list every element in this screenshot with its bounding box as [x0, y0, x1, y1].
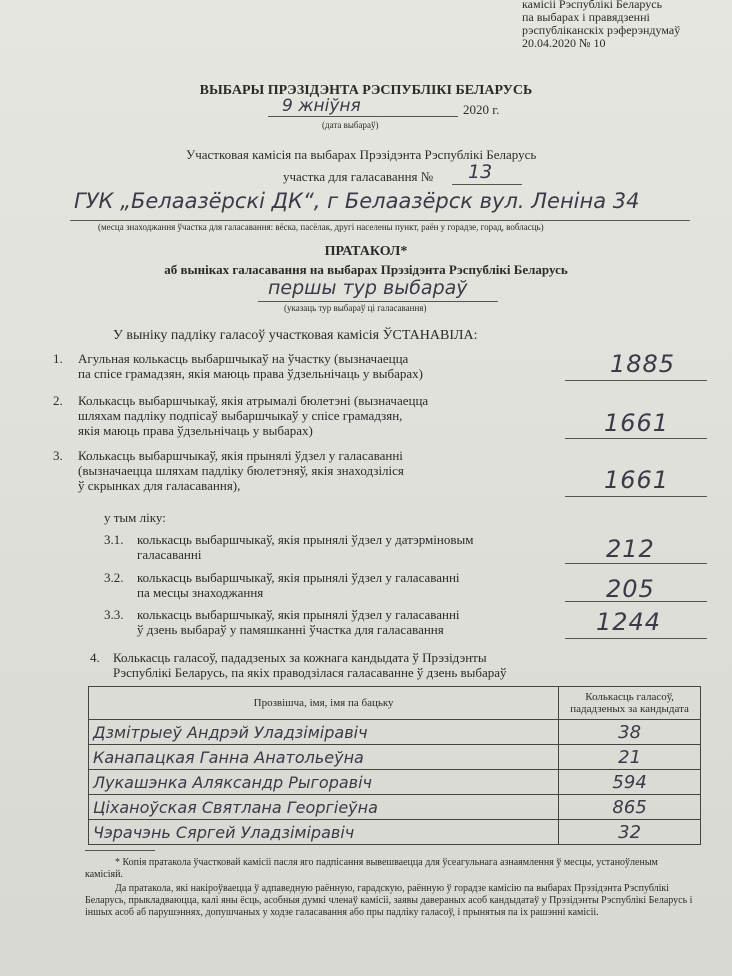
protocol-subtitle: аб выніках галасавання на выбарах Прэзідэнта Рэспублікі Беларусь: [164, 262, 568, 277]
item-line: колькасць выбаршчыкаў, якія прынялі ўдзел у галасаванні: [137, 570, 460, 585]
item-line: Рэспублікі Беларусь, па якіх праводзілася галасаванне ў дзень выбараў: [113, 665, 507, 680]
location-handwritten: ГУК „Белаазёрскі ДК“, г Белаазёрск вул. Леніна 34: [74, 189, 640, 213]
subitem-3-1-value: 212: [606, 535, 655, 563]
candidate-votes: 32: [559, 820, 701, 845]
item-line: галасаванні: [137, 547, 202, 562]
location-caption: (месца знаходжання ўчастка для галасавання: вёска, пасёлак, другі населены пункт, раён у горадзе, горад, вобласць): [98, 222, 544, 232]
candidate-votes: 865: [559, 795, 701, 820]
table-row: [89, 745, 701, 770]
candidate-votes: 38: [559, 720, 701, 745]
candidate-votes: 594: [559, 770, 701, 795]
item-line: Колькасць выбаршчыкаў, якія атрымалі бюлетэні (вызначаецца: [78, 393, 429, 408]
candidate-votes: 21: [559, 745, 701, 770]
candidate-name: Чэрачэнь Сяргей Уладзіміравіч: [89, 820, 559, 845]
table-row: [89, 770, 701, 795]
footnote-1: * Копія пратакола ўчастковай камісіі пасля яго падпісання вывешваецца для ўсеагульнага азнаямлення ў месцы, устаноўленым камісіяй.: [85, 857, 658, 880]
district-number: 13: [468, 161, 493, 183]
candidate-name: Дзмітрыеў Андрэй Уладзіміравіч: [89, 720, 559, 745]
item-line: Колькасць галасоў, пададзеных за кожнага кандыдата ў Прэзідэнты: [113, 650, 487, 665]
table-row: [89, 795, 701, 820]
item-line: шляхам падліку подпісаў выбаршчыкаў у спісе грамадзян,: [78, 408, 403, 423]
item-line: па месцы знаходжання: [137, 585, 264, 600]
commission-line: Участковая камісія па выбарах Прэзідэнта Рэспублікі Беларусь: [186, 147, 537, 162]
item-1-text: [78, 351, 423, 381]
corner-line: камісіі Рэспублікі Беларусь: [522, 0, 663, 11]
item-4-number: 4.: [90, 650, 100, 665]
item-line: колькасць выбаршчыкаў, якія прынялі ўдзел у датэрміновым: [137, 532, 474, 547]
candidate-name: Канапацкая Ганна Анатольеўна: [89, 745, 559, 770]
item-line: па спісе грамадзян, якія маюць права ўдзельнічаць у выбарах): [78, 366, 423, 381]
item-1-value: 1885: [610, 350, 676, 378]
item-line: ў скрынках для галасавання),: [78, 478, 241, 493]
established-line: У выніку падліку галасоў участковая камісія ЎСТАНАВІЛА:: [113, 328, 478, 343]
item-line: Колькасць выбаршчыкаў, якія прынялі ўдзел у галасаванні: [78, 448, 403, 463]
subitem-3-1-number: 3.1.: [104, 532, 124, 547]
item-number: 3.: [53, 448, 63, 463]
table-header-row: [89, 687, 701, 720]
table-row: [89, 820, 701, 845]
item-line: (вызначаецца шляхам падліку бюлетэняў, якія знаходзіліся: [78, 463, 404, 478]
item-line: колькасць выбаршчыкаў, якія прынялі ўдзел у галасаванні: [137, 607, 460, 622]
corner-line: 20.04.2020 № 10: [522, 36, 606, 50]
item-4-text: [113, 650, 507, 680]
subitem-3-2-value: 205: [606, 575, 655, 603]
subitem-3-2-number: 3.2.: [104, 570, 124, 585]
item-2-text: [78, 393, 428, 438]
corner-note: [522, 0, 732, 50]
protocol-title: ПРАТАКОЛ*: [324, 244, 408, 259]
item-line: якія маюць права ўдзельнічаць у выбарах): [78, 423, 313, 438]
item-3-value: 1661: [604, 466, 670, 494]
election-title: ВЫБАРЫ ПРЭЗІДЭНТА РЭСПУБЛІКІ БЕЛАРУСЬ: [199, 83, 533, 98]
item-3-text: [78, 448, 404, 493]
in-total-label: у тым ліку:: [104, 510, 166, 525]
corner-line: па выбарах і правядзенні: [522, 10, 650, 24]
corner-line: рэспубліканскіх рэферэндумаў: [522, 23, 681, 37]
subitem-3-2-text: [137, 570, 460, 600]
election-date: 9 жніўня: [282, 96, 361, 116]
subitem-3-1-text: [137, 532, 473, 562]
candidate-name: Ціханоўская Святлана Георгіеўна: [89, 795, 559, 820]
candidate-name: Лукашэнка Аляксандр Рыгоравіч: [89, 770, 559, 795]
item-line: ў дзень выбараў у памяшканні ўчастка для галасавання: [137, 622, 444, 637]
district-label: участка для галасавання №: [283, 169, 434, 184]
item-number: 2.: [53, 393, 63, 408]
table-row: [89, 720, 701, 745]
round-caption: (указаць тур выбараў ці галасавання): [284, 303, 427, 313]
item-1: [53, 351, 63, 366]
item-2: [53, 393, 63, 408]
date-caption: (дата выбараў): [322, 120, 379, 130]
election-year: 2020 г.: [463, 102, 500, 117]
item-3: [53, 448, 63, 463]
item-number: 1.: [53, 351, 63, 366]
round-handwritten: першы тур выбараў: [268, 277, 468, 299]
item-2-value: 1661: [604, 409, 670, 437]
subitem-3-3-number: 3.3.: [104, 607, 124, 622]
subitem-3-3-value: 1244: [596, 608, 662, 636]
item-line: Агульная колькасць выбаршчыкаў на ўчастку (вызначаецца: [78, 351, 409, 366]
column-header-votes: Колькасць галасоў, пададзеных за кандыдата: [559, 687, 701, 720]
footnote-2: Да пратакола, які накіроўваецца ў адпаведную раённую, гарадскую, раённую ў горадзе камісію па выбарах Прэзідэнта Рэспублікі Беларусь, прыкладваюцца, калі яны ёсць, асобныя думкі членаў камісіі, заявы давераных асоб кандыдатаў у Прэзідэнты Рэспублікі Беларусь і іншых асоб аб парушэннях, допушчаных у ходзе галасавання або пры падліку галасоў, і прынятыя па іх рашэнні камісіі.: [85, 883, 693, 918]
subitem-3-3-text: [137, 607, 460, 637]
column-header-name: Прозвішча, імя, імя па бацьку: [89, 687, 559, 720]
candidates-table: [88, 686, 701, 845]
